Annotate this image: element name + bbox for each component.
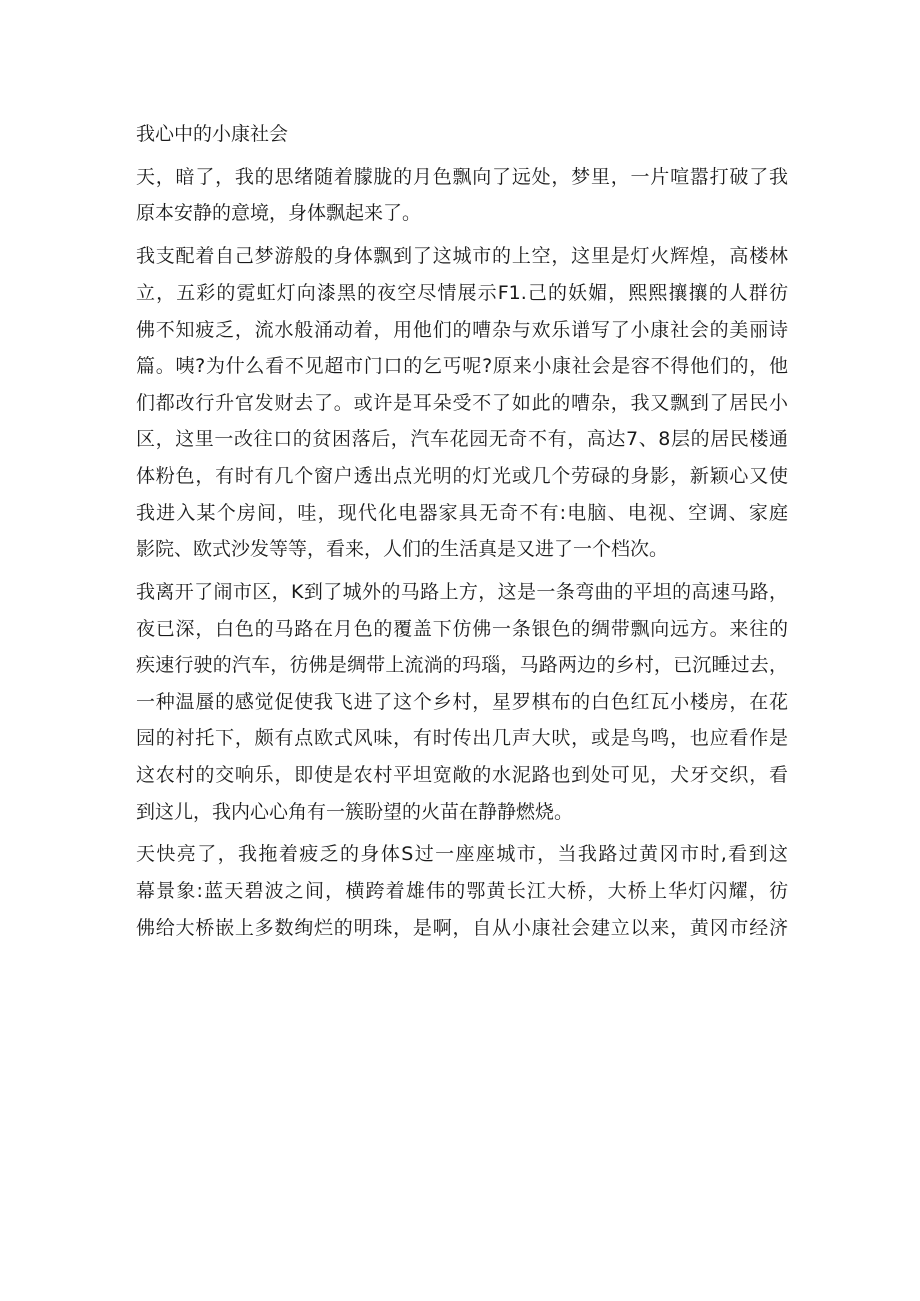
paragraph-line: 立，五彩的霓虹灯向漆黑的夜空尽情展示F1.己的妖媚，熙熙攘攘的人群彷: [136, 281, 788, 304]
paragraph-line: 天，暗了，我的思绪随着朦胧的月色飘向了远处，梦里，一片喧嚣打破了我: [136, 165, 788, 188]
paragraph-line: 我离开了闹市区，K到了城外的马路上方，这是一条弯曲的平坦的高速马路，: [136, 581, 788, 604]
document-body: [136, 116, 788, 953]
paragraph-line: 这农村的交响乐，即使是农村平坦宽敞的水泥路也到处可见，犬牙交织，看: [136, 763, 788, 786]
paragraph-line: 园的衬托下，颇有点欧式风味，有时传出几声大吠，或是鸟鸣，也应看作是: [136, 727, 788, 750]
paragraph-4: [136, 836, 788, 946]
paragraph-line: 一种温蜃的感觉促使我飞进了这个乡村，星罗棋布的白色红瓦小楼房，在花: [136, 690, 788, 713]
paragraph-line: 到这儿，我内心心角有一簇盼望的火苗在静静燃烧。: [136, 800, 574, 823]
paragraph-line: 夜已深，白色的马路在月色的覆盖下仿佛一条银色的绸带飘向远方。来往的: [136, 617, 788, 640]
document-title: 我心中的小康社会: [136, 123, 289, 145]
paragraph-line: 我进入某个房间，哇，现代化电器家具无奇不有:电脑、电视、空调、家庭: [136, 501, 788, 524]
paragraph-2: [136, 238, 788, 567]
paragraph-line: 篇。咦?为什么看不见超市门口的乞丐呢?原来小康社会是容不得他们的，他: [136, 355, 788, 378]
paragraph-line: 我支配着自己梦游般的身体飘到了这城市的上空，这里是灯火辉煌，高楼林: [136, 245, 788, 268]
paragraph-line: 佛不知疲乏，流水般涌动着，用他们的嘈杂与欢乐谱写了小康社会的美丽诗: [136, 318, 788, 341]
paragraph-line: 原本安静的意境，身体飘起来了。: [136, 202, 422, 225]
paragraph-line: 幕景象:蓝天碧波之间，横跨着雄伟的鄂黄长江大桥，大桥上华灯闪耀，彷: [136, 880, 788, 903]
paragraph-line: 影院、欧式沙发等等，看来，人们的生活真是又进了一个档次。: [136, 538, 669, 561]
paragraph-line: 体粉色，有时有几个窗户透出点光明的灯光或几个劳碌的身影，新颖心又使: [136, 464, 788, 487]
paragraph-line: 天快亮了，我拖着疲乏的身体S过一座座城市，当我路过黄冈市时,看到这: [136, 843, 788, 866]
paragraph-3: [136, 574, 788, 830]
paragraph-line: 疾速行驶的汽车，彷佛是绸带上流淌的玛瑙，马路两边的乡村，已沉睡过去，: [136, 654, 788, 677]
paragraph-1: [136, 159, 788, 232]
paragraph-line: 区，这里一改往口的贫困落后，汽车花园无奇不有，高达7、8层的居民楼通: [136, 428, 788, 451]
paragraph-line: 佛给大桥嵌上多数绚烂的明珠，是啊，自从小康社会建立以来，黄冈市经济: [136, 916, 788, 939]
paragraph-line: 们都改行升官发财去了。或许是耳朵受不了如此的嘈杂，我又飘到了居民小: [136, 391, 788, 414]
